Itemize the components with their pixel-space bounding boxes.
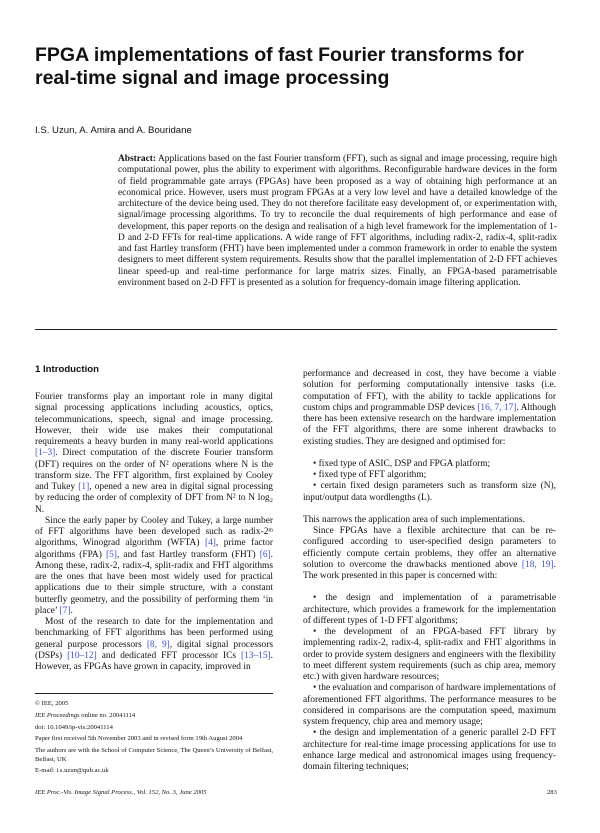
paragraph-text: • the design and implementation of a parametrisable architecture, which provides a framework for the implementation of different types of 1-D FFT algorithms; — [303, 593, 556, 626]
citation-link[interactable]: [4] — [204, 538, 216, 549]
paragraph-text: Since the early paper by Cooley and Tukey, a large number of FFT algorithms have been developed such as radix-2ᵐ algorithms, Winograd algorithm (WFTA) — [35, 515, 273, 549]
footnote-divider — [35, 693, 273, 694]
paragraph-text: . However, as FPGAs have grown in capacity, improved in — [35, 650, 273, 672]
bullet-item — [303, 627, 556, 683]
section-heading: 1 Introduction — [35, 364, 99, 375]
paragraph-text: Most of the research to date for the implementation and benchmarking of FFT algorithms has been performed using general purpose processors — [35, 617, 273, 650]
paragraph-text: • certain fixed design parameters such as transform size (N), input/output data wordlengths (L). — [303, 481, 556, 503]
email[interactable]: E-mail: i.s.uzun@qub.ac.uk — [35, 767, 109, 775]
citation-link[interactable]: [18, 19] — [521, 559, 554, 570]
paragraph-text: . The work presented in this paper is concerned with: — [303, 559, 556, 581]
citation-link[interactable]: [10–12] — [67, 650, 97, 661]
paragraph-text: , prime factor algorithms (FPA) — [35, 538, 273, 560]
abstract-divider — [35, 329, 557, 330]
bullet-item — [303, 481, 556, 504]
left-column — [35, 392, 273, 673]
paragraph-text: . Among these, radix-2, radix-4, split-radix and FHT algorithms are the ones that have been most widely used for practical applications due to their simple structure, with a constant butterfly geometry, and the possibility of performing them ‘in place’ — [35, 549, 273, 616]
paragraph — [303, 515, 556, 526]
bullet-item — [303, 593, 556, 627]
proceedings-number: online no. 20041114 — [79, 711, 136, 719]
paragraph-text: , opened a new area in digital signal processing by reducing the order of complexity of DFT from N² to N log₂ N. — [35, 482, 273, 515]
journal-footer: IEE Proc.-Vis. Image Signal Process., Vol. 152, No. 3, June 2005 — [35, 789, 207, 796]
paragraph-text: • the development of an FPGA-based FFT library by implementing radix-2, radix-4, split-radix and FHT algorithms in order to provide system designers and engineers with the flexibility to meet different system requirements (such as chip area, memory etc.) with given hardware resources; — [303, 627, 556, 682]
bullet-item — [303, 470, 556, 481]
received-date: Paper first received 5th November 2003 and in revised form 19th August 2004 — [35, 735, 243, 743]
abstract-text: Applications based on the fast Fourier transform (FFT), such as signal and image processing, require high computational power, plus the ability to experiment with algorithms. Reconfigurable hardware devices in the form of field programmable gate arrays (FPGAs) have been proposed as a way of obtaining high performance at an economical price. However, users must program FPGAs at a very low level and have a detailed knowledge of the architecture of the device being used. They do not therefore facilitate easy development of, or experimentation with, signal/image processing algorithms. To try to reconcile the dual requirements of high performance and ease of development, this paper reports on the design and realisation of a high level framework for the implementation of 1-D and 2-D FFTs for real-time applications. A wide range of FFT algorithms, including radix-2, radix-4, split-radix and fast Hartley transform (FHT) have been implemented under a common framework in order to enable the system designers to meet different system requirements. Results show that the parallel implementation of 2-D FFT achieves linear speed-up and real-time performance for large matrix sizes. Finally, an FPGA-based parametrisable environment based on 2-D FFT is presented as a solution for frequency-domain image filtering application. — [118, 154, 558, 288]
paragraph-text: • fixed type of FFT algorithm; — [313, 470, 427, 480]
right-column — [303, 369, 556, 773]
citation-link[interactable]: [13–15] — [240, 650, 271, 661]
paragraph-text: • fixed type of ASIC, DSP and FPGA platform; — [313, 458, 491, 469]
citation-link[interactable]: [5] — [105, 549, 117, 560]
paragraph-text: • the evaluation and comparison of hardware implementations of aforementioned FFT algorithms. The performance measures to be considered in comparisons are the computation speed, maximum system frequency, chip area and memory usage; — [303, 683, 556, 727]
citation-link[interactable]: [7] — [59, 605, 71, 616]
paragraph-text: Fourier transforms play an important role in many digital signal processing applications including acoustics, optics, telecommunications, speech, signal and image processing. However, their wide use makes their computational requirements a heavy burden in many real-world applications — [35, 392, 273, 447]
paragraph — [35, 516, 273, 617]
citation-link[interactable]: [1–3] — [35, 448, 56, 459]
affiliation: The authors are with the School of Computer Science, The Queen’s University of Belfast, Belfast, UK — [35, 747, 273, 763]
abstract — [118, 154, 557, 289]
paragraph-text: Since FPGAs have a flexible architecture that can be re-configured according to user-specified design parameters to efficiently compute certain problems, they offer an alternative solution to overcome the drawbacks mentioned above — [303, 526, 556, 570]
doi: doi: 10.1049/ip-vis:20041114 — [35, 723, 113, 731]
bullet-item — [303, 728, 556, 773]
paragraph-text: . Although there has been extensive research on the hardware implementation of the FFT algorithms, there are some inherent drawbacks to existing studies. They are designed and optimised for: — [303, 402, 556, 447]
paragraph-text: This narrows the application area of such implementations. — [303, 514, 525, 525]
paragraph-text: • the design and implementation of a generic parallel 2-D FFT architecture for real-time image processing applications for use to enhance large medical and astronomical images using frequency-domain filtering techniques; — [303, 728, 556, 772]
paragraph-text: and dedicated FFT processor ICs — [96, 650, 241, 661]
bullet-item — [303, 683, 556, 728]
paragraph — [35, 617, 273, 673]
paragraph-text: , digital signal processors (DSPs) — [35, 639, 273, 661]
copyright: © IEE, 2005 — [35, 700, 69, 707]
citation-link[interactable]: [1] — [78, 482, 90, 492]
bullet-item — [303, 459, 556, 470]
proceedings-label: IEE Proceedings — [35, 711, 80, 719]
paragraph-text: . Direct computation of the discrete Fourier transform (DFT) requires on the order of N² operations where N is the transform size. The FFT algorithm, first explained by Cooley and Tukey — [35, 448, 273, 492]
paragraph — [303, 369, 556, 448]
paragraph — [35, 392, 273, 516]
authors: I.S. Uzun, A. Amira and A. Bouridane — [35, 125, 192, 136]
citation-link[interactable]: [8, 9] — [146, 639, 170, 650]
paragraph — [303, 526, 556, 582]
paragraph-text: . — [70, 605, 73, 616]
proceedings-info — [35, 712, 273, 720]
citation-link[interactable]: [16, 7, 17] — [477, 402, 517, 413]
paragraph-text: performance and decreased in cost, they have become a viable solution for performing computationally intensive tasks (i.e. computation of FFT), with the ability to tackle applications for custom chips and programmable DSP devices — [303, 369, 556, 413]
abstract-label: Abstract: — [118, 154, 157, 164]
footnotes — [35, 700, 273, 779]
citation-link[interactable]: [6] — [259, 549, 271, 560]
paper-title: FPGA implementations of fast Fourier transforms for real-time signal and image processing — [35, 44, 525, 89]
paragraph-text: , and fast Hartley transform (FHT) — [116, 549, 260, 560]
page-number: 283 — [547, 789, 557, 796]
